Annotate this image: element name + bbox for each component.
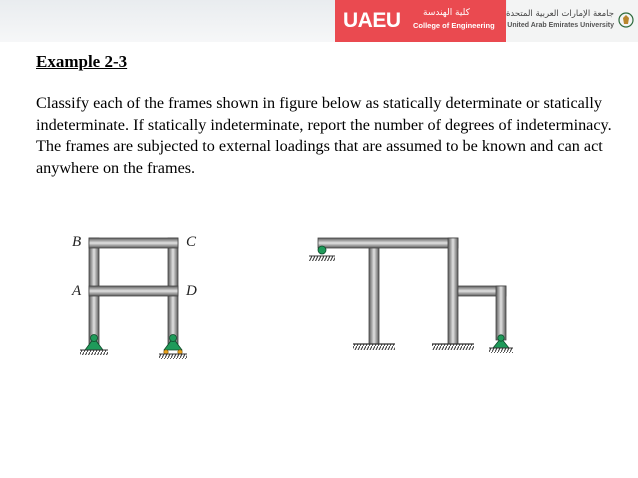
problem-statement: Classify each of the frames shown in figure below as statically determinate or statically indeterminate. If statically indeterminate, report the number of degrees of indeterminacy. The frames are subjected to external loadings that are assumed to be known and can act anywhere on the frames.	[36, 94, 612, 177]
college-logo	[335, 0, 506, 42]
page-title: Example 2-3	[36, 52, 128, 71]
joint-label-c: C	[186, 234, 197, 250]
fixed-support-middle	[353, 344, 395, 350]
beam-top	[89, 238, 178, 248]
fixed-support-right	[432, 344, 474, 350]
frames-figure	[0, 220, 638, 370]
roller-support-right	[159, 335, 187, 360]
beam-middle	[89, 286, 178, 296]
frame-one	[71, 234, 197, 359]
pin-support-left	[80, 335, 108, 356]
university-logo	[507, 0, 638, 42]
falcon-emblem-icon	[618, 9, 634, 31]
college-name-arabic: كلية الهندسة	[423, 8, 470, 18]
college-name: College of Engineering	[413, 21, 495, 30]
column-right-tall	[448, 238, 458, 344]
college-mark: UAEU	[343, 9, 401, 32]
joint-label-b: B	[72, 234, 82, 250]
joint-label-d: D	[186, 283, 197, 299]
frame-two	[309, 238, 513, 353]
column-short	[496, 286, 506, 340]
joint-label-a: A	[72, 283, 82, 299]
university-name: United Arab Emirates University	[507, 22, 614, 29]
university-name-arabic: جامعة الإمارات العربية المتحدة	[505, 9, 614, 19]
pin-support-short-column	[489, 335, 513, 353]
top-beam	[318, 238, 458, 248]
column-middle	[369, 248, 379, 344]
